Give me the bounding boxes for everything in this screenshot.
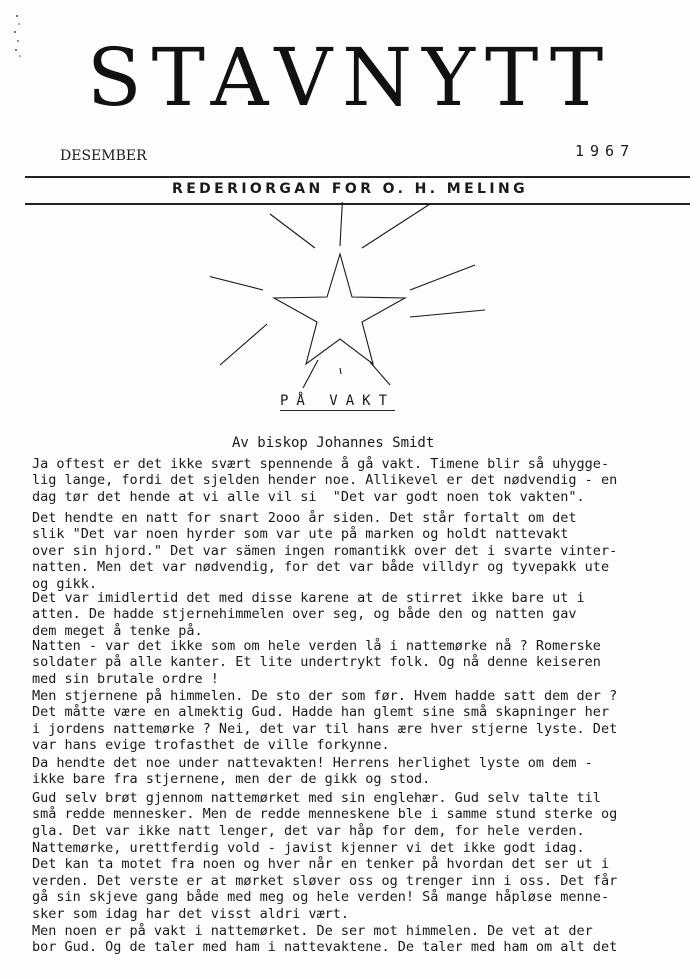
paragraph-line: Det måtte være en almektig Gud. Hadde han glemt sine små skapninger her bbox=[32, 704, 610, 721]
paragraph-line: Det kan ta motet fra noen og hver når en tenker på hvordan det ser ut i bbox=[32, 856, 610, 873]
paragraph-line: lig lange, fordi det sjelden hender noe. Allikevel er det nødvendig - en bbox=[32, 472, 618, 489]
article-paragraph bbox=[32, 755, 677, 788]
paragraph-line: bor Gud. Og de taler med ham i nattevaktene. De taler med ham om alt det bbox=[32, 939, 618, 956]
paragraph-line: atten. De hadde stjernehimmelen over seg, og både den og natten gav bbox=[32, 606, 577, 623]
article-paragraph bbox=[32, 638, 677, 687]
paragraph-line: Natten - var det ikke som om hele verden lå i nattemørke nå ? Romerske bbox=[32, 638, 601, 654]
article-paragraph bbox=[32, 923, 677, 956]
article-paragraph bbox=[32, 840, 677, 922]
article-paragraph bbox=[32, 790, 677, 839]
masthead-title: STAVNYTT bbox=[86, 31, 614, 124]
article-paragraph bbox=[32, 456, 677, 505]
paragraph-line: var hans evige trofasthet de ville forkynne. bbox=[32, 737, 390, 754]
issue-year: 1967 bbox=[575, 142, 636, 160]
paragraph-line: Det var imidlertid det med disse karene at de stirret ikke bare ut i bbox=[32, 590, 585, 606]
article-title: PÅ VAKT bbox=[280, 393, 396, 409]
paragraph-line: Men stjernene på himmelen. De sto der som før. Hvem hadde satt dem der ? bbox=[32, 688, 618, 704]
paragraph-line: over sin hjord." Det var sämen ingen romantikk over det i svarte vinter- bbox=[32, 542, 618, 559]
paragraph-line: gå sin skjeve gang både med meg og hele verden! Så mange håpløse menne- bbox=[32, 889, 610, 906]
paragraph-line: natten. Men det var nødvendig, for det var både villdyr og tyvepakk ute bbox=[32, 559, 610, 576]
paragraph-line: Ja oftest er det ikke svært spennende å gå vakt. Timene blir så uhygge- bbox=[32, 456, 610, 472]
paragraph-line: gla. Det var ikke natt lenger, det var håp for dem, for hele verden. bbox=[32, 822, 585, 839]
paragraph-line: i jordens nattemørke ? Nei, det var til hans ære hver stjerne lyste. Det bbox=[32, 720, 618, 737]
paragraph-line: Gud selv brøt gjennom nattemørket med sin englehær. Gud selv talte til bbox=[32, 790, 601, 806]
paragraph-line: dem meget å tenke på. bbox=[32, 622, 203, 639]
paragraph-line: dag tør det hende at vi alle vil si "Det var godt noen tok vakten". bbox=[32, 488, 585, 505]
paragraph-line: og gikk. bbox=[32, 575, 98, 592]
paragraph-line: med sin brutale ordre ! bbox=[32, 670, 219, 687]
paragraph-line: sker som idag har det visst aldri vært. bbox=[32, 905, 349, 922]
paragraph-line: slik "Det var noen hyrder som var ute på marken og holdt nattevakt bbox=[32, 526, 569, 543]
top-rule bbox=[25, 176, 690, 178]
paragraph-line: verden. Det verste er at mørket sløver oss og trenger inn i oss. Det får bbox=[32, 872, 618, 889]
article-byline: Av biskop Johannes Smidt bbox=[232, 435, 435, 451]
article-paragraph bbox=[32, 688, 677, 754]
paragraph-line: Men noen er på vakt i nattemørket. De ser mot himmelen. De vet at der bbox=[32, 923, 593, 939]
paragraph-line: soldater på alle kanter. Et lite undertrykt folk. Og nå denne keiseren bbox=[32, 654, 601, 671]
star-illustration bbox=[210, 202, 490, 392]
paragraph-line: ikke bare fra stjernene, men der de gikk og stod. bbox=[32, 771, 431, 788]
paragraph-line: Nattemørke, urettferdig vold - javist kjenner vi det ikke godt idag. bbox=[32, 840, 585, 856]
issue-month: DESEMBER bbox=[60, 148, 147, 164]
paragraph-line: Da hendte det noe under nattevakten! Herrens herlighet lyste om dem - bbox=[32, 755, 593, 771]
article-paragraph bbox=[32, 590, 677, 639]
paragraph-line: små redde mennesker. Men de redde menneskene ble i samme stund sterke og bbox=[32, 806, 618, 823]
article-paragraph bbox=[32, 510, 677, 592]
publication-subtitle: REDERIORGAN FOR O. H. MELING bbox=[172, 181, 528, 197]
paragraph-line: Det hendte en natt for snart 2ooo år siden. Det står fortalt om det bbox=[32, 510, 577, 526]
